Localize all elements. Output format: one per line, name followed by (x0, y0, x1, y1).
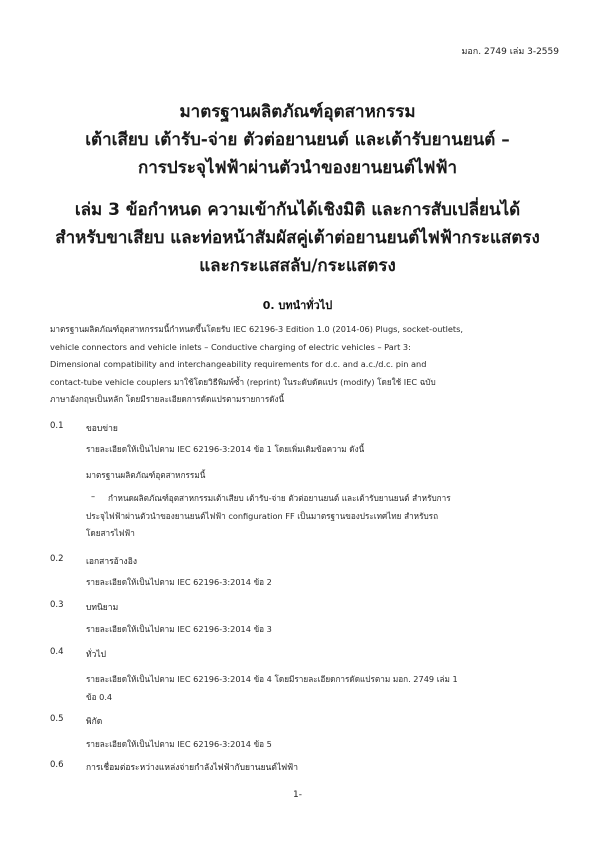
intro-line-5: ภาษาอังกฤษเป็นหลัก โดยมีรายละเอียดการดัดแปรตามรายการดังนี้ (50, 394, 285, 404)
clause-text: รายละเอียดให้เป็นไปตาม IEC 62196-3:2014 ข้อ 2 (86, 577, 272, 587)
clause-title: บทนิยาม (86, 603, 119, 613)
subtitle-line-2: สำหรับขาเสียบ และท่อหน้าสัมผัสคู่เต้าต่อยานยนต์ไฟฟ้ากระแสตรง (55, 228, 540, 248)
title-line-2: เต้าเสียบ เต้ารับ-จ่าย ตัวต่อยานยนต์ และเต้ารับยานยนต์ – (85, 130, 510, 150)
clause-text: ข้อ 0.4 (86, 692, 113, 702)
bullet-text (86, 490, 555, 543)
clause-number: 0.2 (50, 554, 64, 564)
clause-number: 0.6 (50, 760, 64, 770)
clause-text: รายละเอียดให้เป็นไปตาม IEC 62196-3:2014 ข้อ 1 โดยเพิ่มเติมข้อความ ดังนี้ (86, 444, 365, 454)
bullet-line-3: โดยสารไฟฟ้า (86, 528, 135, 538)
subtitle-block (40, 196, 555, 280)
clause-number: 0.5 (50, 714, 64, 724)
clause-title: การเชื่อมต่อระหว่างแหล่งจ่ายกำลังไฟฟ้ากับยานยนต์ไฟฟ้า (86, 763, 298, 773)
intro-line-3: Dimensional compatibility and interchangeability requirements for d.c. and a.c./d.c. pin and (50, 359, 427, 369)
title-line-1: มาตรฐานผลิตภัณฑ์อุตสาหกรรม (179, 102, 416, 122)
title-line-3: การประจุไฟฟ้าผ่านตัวนำของยานยนต์ไฟฟ้า (137, 158, 458, 178)
clause-title: พิกัด (86, 717, 103, 727)
intro-line-1: มาตรฐานผลิตภัณฑ์อุตสาหกรรมนี้กำหนดขึ้นโดยรับ IEC 62196-3 Edition 1.0 (2014-06) Plugs, socket-outlets, (50, 324, 464, 334)
bullet-dash: – (91, 491, 96, 501)
document-code: มอก. 2749 เล่ม 3-2559 (461, 47, 559, 57)
clause-text: รายละเอียดให้เป็นไปตาม IEC 62196-3:2014 ข้อ 3 (86, 624, 272, 634)
clause-title: ทั่วไป (86, 650, 107, 660)
subtitle-line-3: และกระแสสลับ/กระแสตรง (199, 256, 396, 276)
page-number: 1- (293, 790, 302, 800)
clause-number: 0.1 (50, 421, 64, 431)
clause-text: รายละเอียดให้เป็นไปตาม IEC 62196-3:2014 ข้อ 4 โดยมีรายละเอียดการดัดแปรตาม มอก. 2749 เล่ม 1 (86, 674, 458, 684)
subtitle-line-1: เล่ม 3 ข้อกำหนด ความเข้ากันได้เชิงมิติ และการสับเปลี่ยนได้ (74, 200, 521, 220)
intro-paragraph (50, 321, 559, 409)
clause-number: 0.4 (50, 647, 64, 657)
intro-line-4: contact-tube vehicle couplers มาใช้โดยวิธีพิมพ์ซ้ำ (reprint) ในระดับดัดแปร (modify) โดยใช้ IEC ฉบับ (50, 376, 436, 387)
bullet-line-2: ประจุไฟฟ้าผ่านตัวนำของยานยนต์ไฟฟ้า configuration FF เป็นมาตรฐานของประเทศไทย สำหรับรถ (86, 510, 439, 521)
clause-title: ขอบข่าย (86, 424, 118, 434)
clause-number: 0.3 (50, 600, 64, 610)
clause-text: รายละเอียดให้เป็นไปตาม IEC 62196-3:2014 ข้อ 5 (86, 739, 272, 749)
clause-title: เอกสารอ้างอิง (86, 557, 137, 567)
title-block (40, 98, 555, 280)
clause-text: มาตรฐานผลิตภัณฑ์อุตสาหกรรมนี้ (86, 470, 206, 480)
bullet-line-1: กำหนดผลิตภัณฑ์อุตสาหกรรมเต้าเสียบ เต้ารับ-จ่าย ตัวต่อยานยนต์ และเต้ารับยานยนต์ สำหรับการ (108, 493, 451, 503)
section-heading: 0. บทนำทั่วไป (262, 299, 333, 312)
intro-line-2: vehicle connectors and vehicle inlets – Conductive charging of electric vehicles – Part 3: (50, 341, 411, 352)
